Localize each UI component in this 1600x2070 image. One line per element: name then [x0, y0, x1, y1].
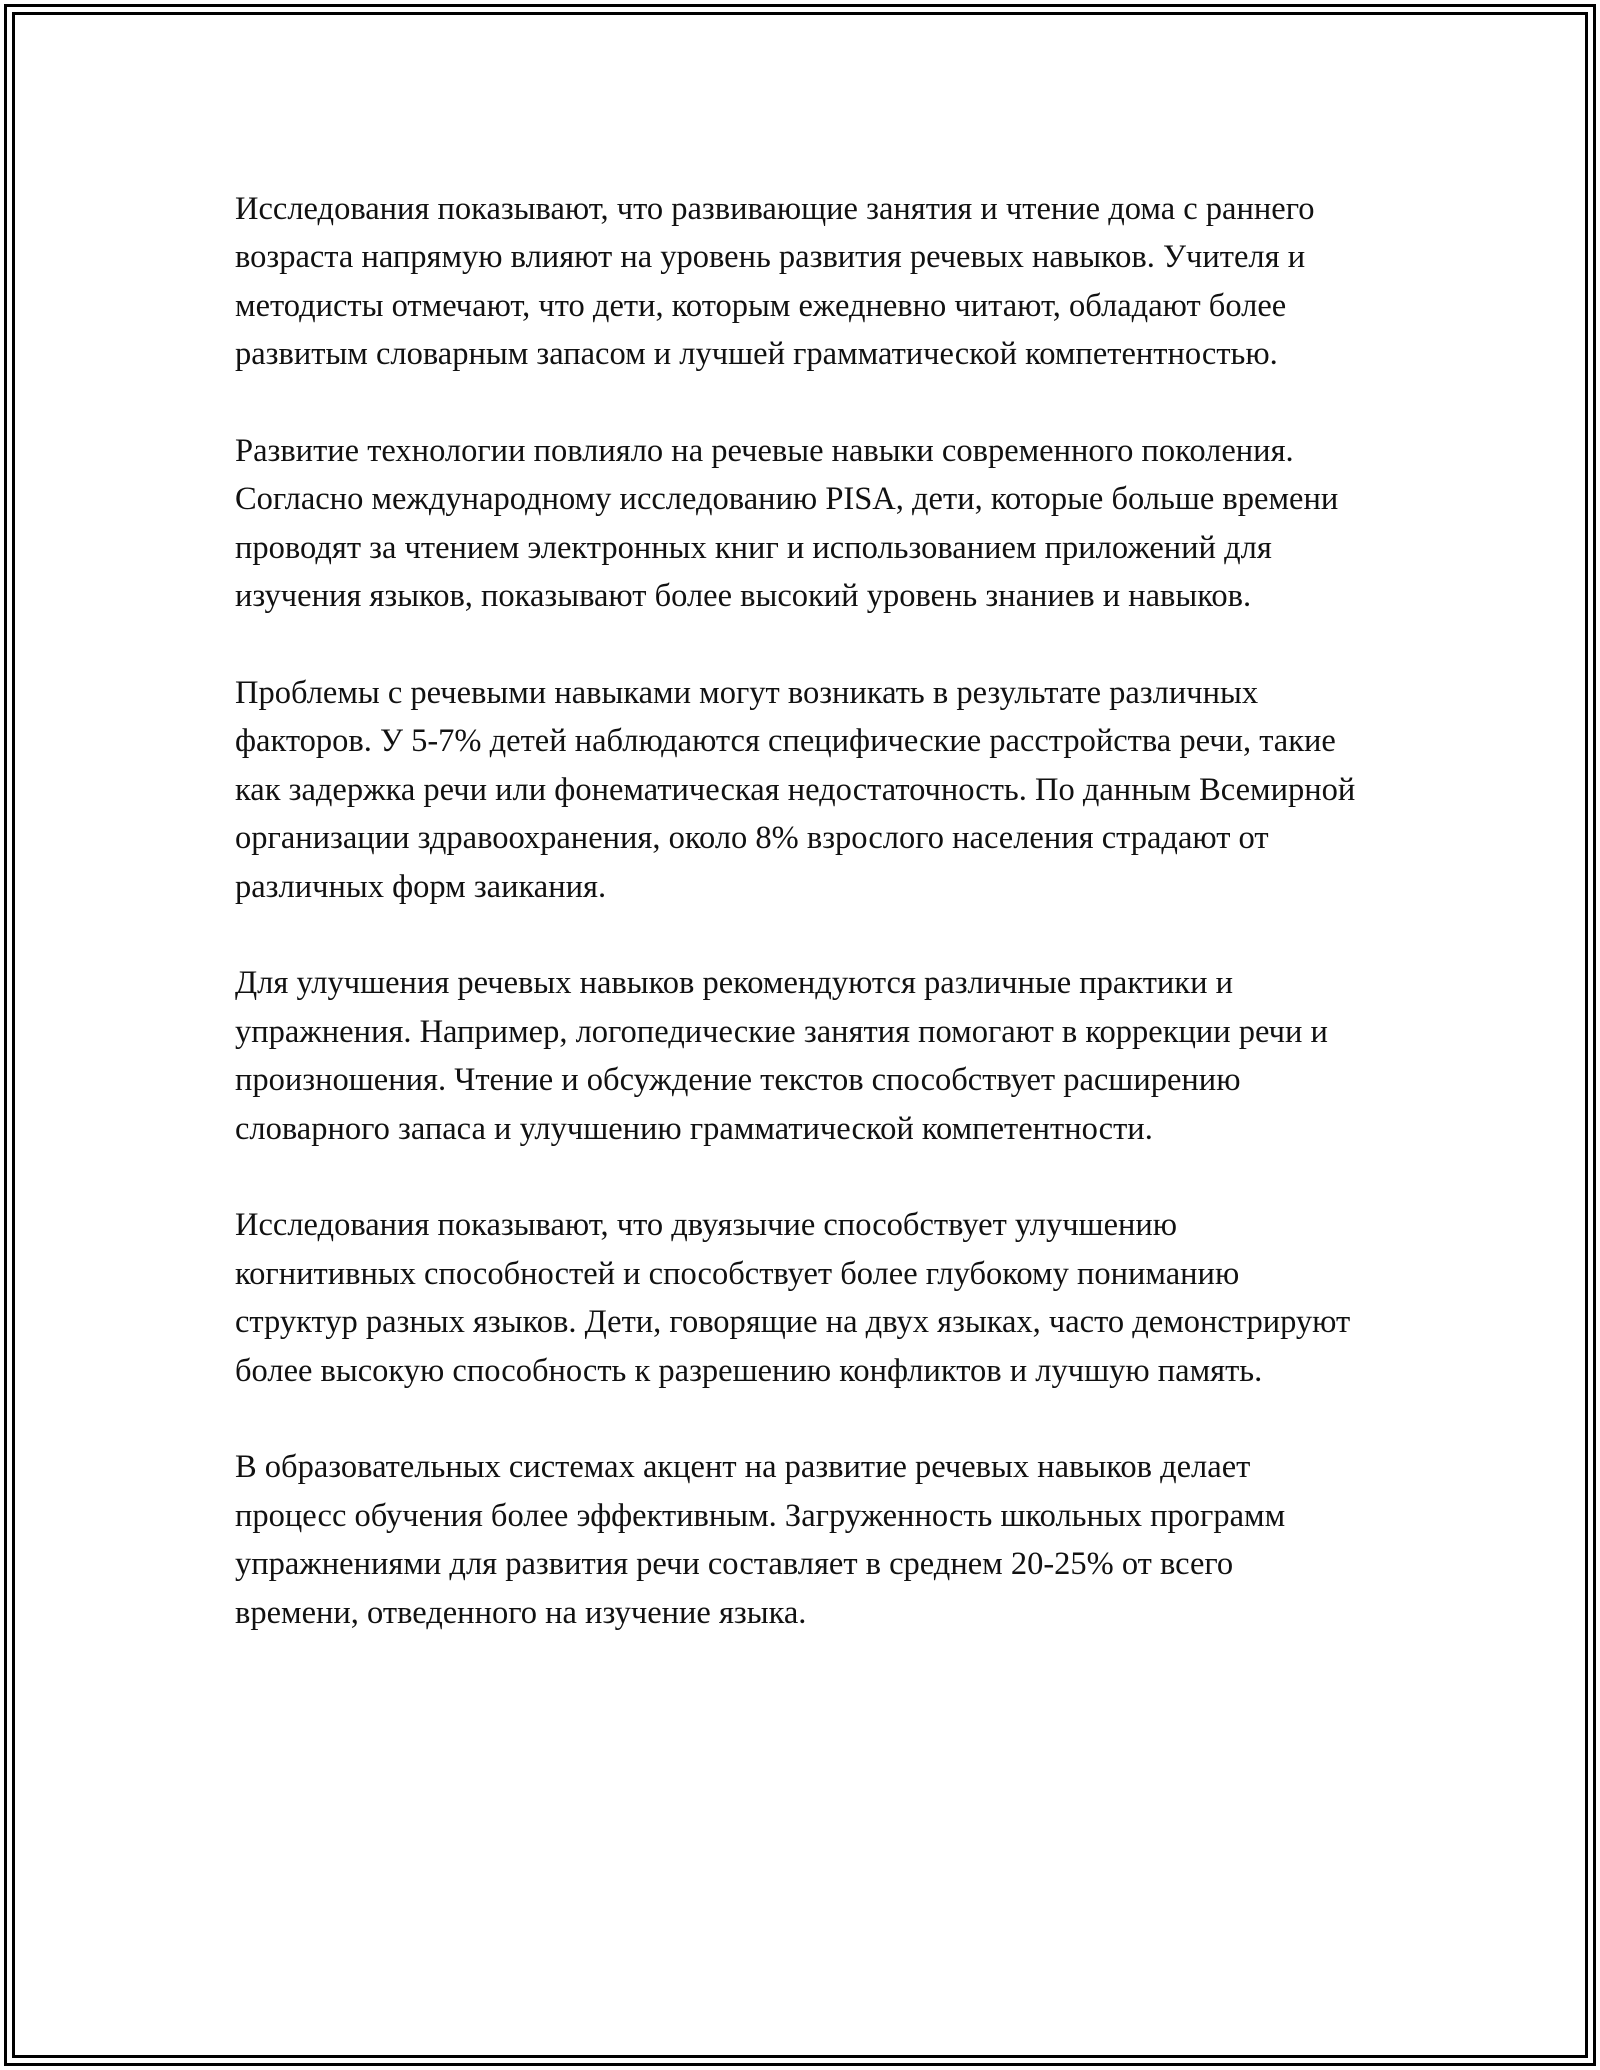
paragraph-technology: Развитие технологии повлияло на речевые навыки современного поколения. Согласно международному исследованию PISA, дети, которые больше времени проводят за чтением электронных книг и использованием приложений для изучения языков, показывают более высокий уровень знаниев и навыков.: [235, 433, 1339, 615]
paragraph-improvement-practices: Для улучшения речевых навыков рекомендуются различные практики и упражнения. Например, логопедические занятия помогают в коррекции речи и произношения. Чтение и обсуждение текстов способствует расширению словарного запаса и улучшению грамматической компетентности.: [235, 965, 1328, 1147]
paragraph-speech-problems: Проблемы с речевыми навыками могут возникать в результате различных факторов. У 5-7% детей наблюдаются специфические расстройства речи, такие как задержка речи или фонематическая недостаточность. По данным Всемирной организации здравоохранения, около 8% взрослого населения страдают от различных форм заикания.: [235, 675, 1356, 905]
document-body: [235, 185, 1365, 1637]
paragraph-early-reading: Исследования показывают, что развивающие занятия и чтение дома с раннего возраста напрямую влияют на уровень развития речевых навыков. Учителя и методисты отмечают, что дети, которым ежедневно читают, обладают более развитым словарным запасом и лучшей грамматической компетентностью.: [235, 191, 1315, 373]
paragraph-bilingualism: Исследования показывают, что двуязычие способствует улучшению когнитивных способностей и способствует более глубокому пониманию структур разных языков. Дети, говорящие на двух языках, часто демонстрируют более высокую способность к разрешению конфликтов и лучшую память.: [235, 1207, 1351, 1389]
paragraph-education-systems: В образовательных системах акцент на развитие речевых навыков делает процесс обучения более эффективным. Загруженность школьных программ упражнениями для развития речи составляет в среднем 20-25% от всего времени, отведенного на изучение языка.: [235, 1449, 1286, 1631]
